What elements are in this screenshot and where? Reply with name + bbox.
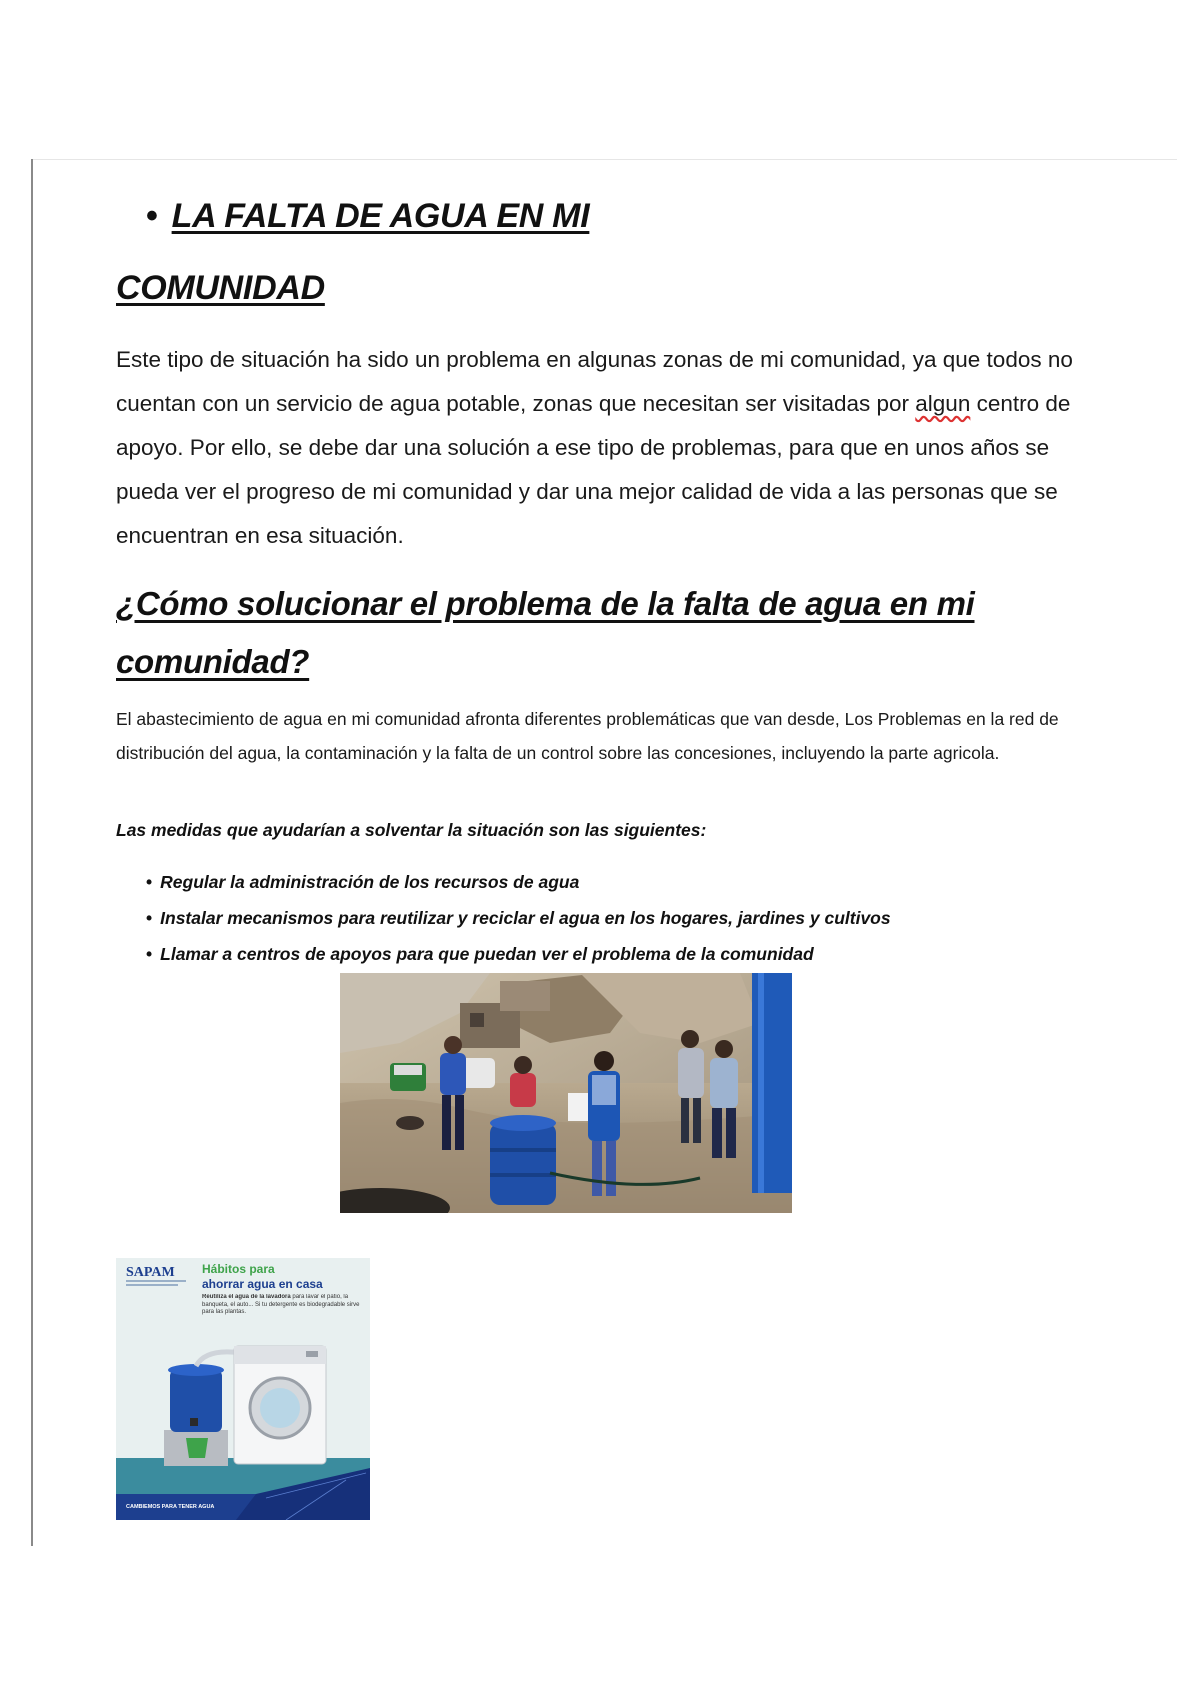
- intro-paragraph-part2: centro de apoyo. Por ello, se debe dar una solución a ese tipo de problemas, para que en unos años se pueda ver el progreso de mi comunidad y dar una mejor calidad de vida a las personas que se encuentran en esa situación.: [116, 391, 1071, 548]
- bullet-icon: •: [146, 872, 153, 892]
- poster-illustration: [116, 1258, 370, 1520]
- poster-body-rest: para lavar el patio, la banqueta, el auto... Si tu detergente es biodegradable sirve para las plantas.: [202, 1294, 360, 1315]
- supply-paragraph: El abastecimiento de agua en mi comunidad afronta diferentes problemáticas que van desde, Los Problemas en la red de distribución del agua, la contaminación y la falta de un control sobre las concesiones, incluyendo la parte agricola.: [116, 709, 1059, 763]
- measure-text: Instalar mecanismos para reutilizar y reciclar el agua en los hogares, jardines y cultivos: [160, 908, 891, 928]
- measures-list: [146, 864, 891, 972]
- poster-title-line2: ahorrar agua en casa: [202, 1277, 323, 1291]
- measure-text: Regular la administración de los recursos de agua: [160, 872, 580, 892]
- main-title-line2: COMUNIDAD: [116, 269, 325, 307]
- poster-footer: CAMBIEMOS PARA TENER AGUA: [126, 1504, 215, 1510]
- main-title-line1: [146, 197, 589, 236]
- water-saving-poster: [116, 1258, 370, 1520]
- list-item: [146, 936, 891, 972]
- intro-paragraph: [116, 338, 1106, 558]
- bullet-icon: •: [146, 197, 158, 235]
- measure-text: Llamar a centros de apoyos para que puedan ver el problema de la comunidad: [160, 944, 814, 964]
- poster-logo: SAPAM: [126, 1265, 175, 1280]
- list-item: [146, 864, 891, 900]
- community-water-photo: [340, 973, 792, 1213]
- bullet-icon: •: [146, 908, 153, 928]
- poster-body: [202, 1294, 362, 1317]
- measures-intro: Las medidas que ayudarían a solventar la situación son las siguientes:: [116, 820, 707, 840]
- page-left-edge: [31, 159, 33, 1546]
- intro-paragraph-part1: Este tipo de situación ha sido un problema en algunas zonas de mi comunidad, ya que todos no cuentan con un servicio de agua potable, zonas que necesitan ser visitadas por: [116, 347, 1073, 416]
- bullet-icon: •: [146, 944, 153, 964]
- misspelled-word: algun: [915, 391, 971, 416]
- list-item: [146, 900, 891, 936]
- page-top-edge: [32, 159, 1177, 160]
- poster-title-line1: Hábitos para: [202, 1262, 275, 1276]
- poster-body-bold: Reutiliza el agua de la lavadora: [202, 1294, 291, 1300]
- photo-illustration: [340, 973, 792, 1213]
- question-heading: ¿Cómo solucionar el problema de la falta de agua en mi comunidad?: [116, 585, 975, 680]
- main-title-text: LA FALTA DE AGUA EN MI: [171, 197, 590, 235]
